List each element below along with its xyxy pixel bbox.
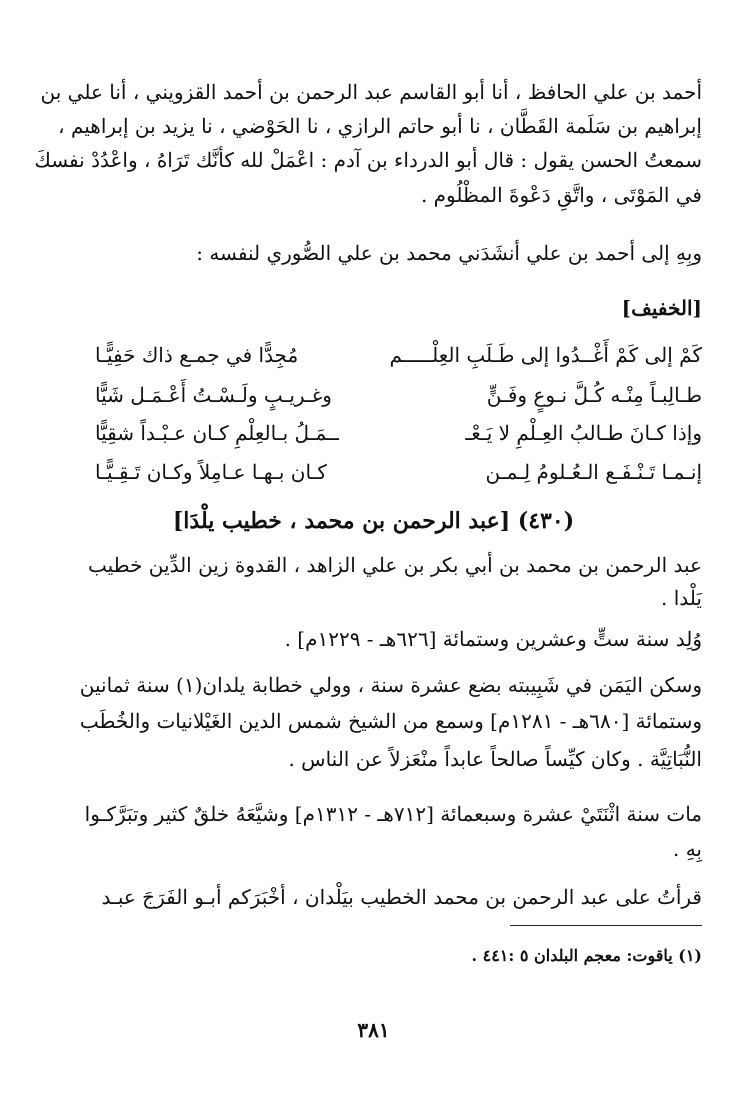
verse-first-half: طـالِبـاً مِنْـه كُـلَّ نـوعٍ وفَـنٍّ — [486, 383, 702, 407]
meter-label: [الخفيف] — [621, 296, 702, 320]
verse-second-half: وغـريـبٍ ولَـسْـتُ أَعْـمَـل شَيًّا — [95, 383, 332, 407]
paragraph-line: وستمائة [٦٨٠هـ - ١٢٨١م] وسمع من الشيخ شمس الدين الغَيْلانيات والخُطَب — [79, 709, 702, 733]
footnote: (١) ياقوت: معجم البلدان ٥ :٤٤١ . — [471, 946, 702, 965]
paragraph-line: بِهِ . — [672, 837, 702, 861]
verse — [95, 380, 702, 410]
intro-line: وبِهِ إلى أحمد بن علي أنشَدَني محمد بن علي الصُّوري لنفسه : — [196, 241, 702, 265]
paragraph-line: وُلِد سنة ستٍّ وعشرين وستمائة [٦٢٦هـ - ١٢٢٩م] . — [284, 627, 702, 651]
paragraph-line: أحمد بن علي الحافظ ، أنا أبو القاسم عبد الرحمن بن أحمد القزويني ، أنا علي بن — [40, 80, 702, 104]
paragraph-line: يَلْدا . — [661, 586, 702, 610]
paragraph-line: في المَوْتَى ، واتَّقِ دَعْوةَ المظْلُوم . — [420, 183, 702, 207]
verse-first-half: وإذا كـانَ طـالبُ العِـلْمِ لا يَـعْـ — [465, 421, 702, 445]
paragraph-line: مات سنة اثْنَتَيْ عشرة وسبعمائة [٧١٢هـ - ١٣١٢م] وشيَّعَهُ خلقٌ كثير وتبَرَّكـوا — [84, 802, 702, 826]
entry-heading: (٤٣٠) [عبد الرحمن بن محمد ، خطيب يلْدَا] — [172, 508, 575, 534]
verse — [95, 457, 702, 487]
verse-first-half: إنـمـا تَـنْـفَـع الـعُـلومُ لِـمـن — [485, 460, 702, 484]
verse-second-half: مُجِدًّا في جمـع ذاك حَفِيًّـا — [95, 343, 299, 367]
paragraph-line: وسكن اليَمَن في شَبِيبته بضع عشرة سنة ، وولي خطابة يلدان(١) سنة ثمانين — [79, 673, 702, 697]
page-number: ٣٨١ — [357, 1018, 390, 1042]
verse — [95, 418, 702, 448]
paragraph-line: النُّبَاتِيَّة . وكان كيِّساً صالحاً عابداً منْعَزلاً عن الناس . — [288, 747, 702, 771]
paragraph-line: قرأتُ على عبد الرحمن بن محمد الخطيب بيَلْدان ، أخْبَرَكم أبـو الفَرَجَ عبـد — [101, 885, 702, 909]
verse-second-half: ــمَـلُ بـالعِلْمِ كـان عـبْـداً شقِيًّا — [95, 421, 339, 445]
verse-first-half: كَمْ إلى كَمْ أَغْــدُوا إلى طَـلَبِ العِلْـــــم — [389, 343, 702, 367]
verse — [95, 340, 702, 370]
verse-second-half: كـان بـهـا عـامِلاً وكـان تَـقِـيًّـا — [95, 460, 327, 484]
paragraph-line: إبراهيم بن سَلَمة القَطَّان ، نا أبو حاتم الرازي ، نا الحَوْضي ، نا يزيد بن إبراهيم ، — [58, 114, 702, 138]
footnote-divider — [510, 925, 702, 926]
paragraph-line: عبد الرحمن بن محمد بن أبي بكر بن علي الزاهد ، القدوة زين الدِّين خطيب — [87, 553, 702, 577]
paragraph-line: سمعتُ الحسن يقول : قال أبو الدرداء بن آدم : اعْمَلْ لله كأنَّك تَرَاهُ ، واعْدُدْ نفسكَ — [34, 148, 702, 172]
